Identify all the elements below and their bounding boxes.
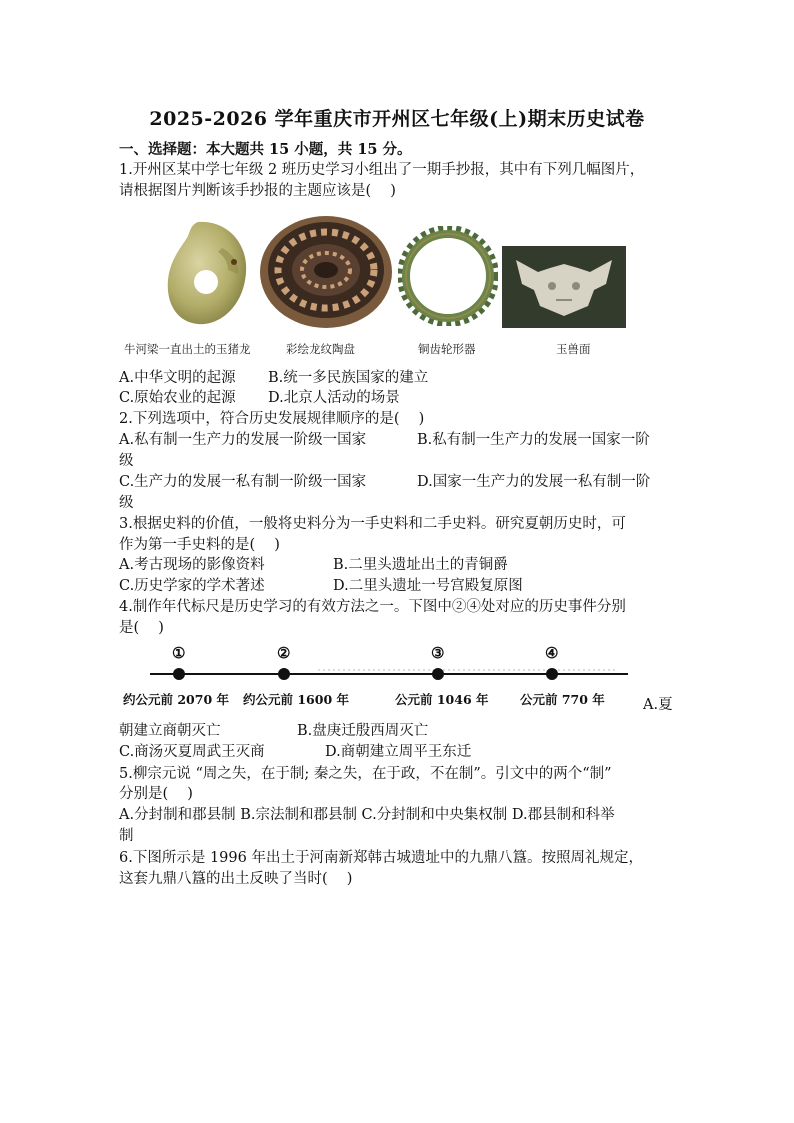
- timeline-mark-3: ③: [431, 644, 445, 662]
- q2-option-b: B.私有制一生产力的发展一国家一阶: [417, 432, 650, 448]
- q1-option-b: B.统一多民族国家的建立: [268, 370, 429, 386]
- timeline-label: 约公元前 1600 年: [243, 692, 349, 707]
- jade-pig-dragon-image: [158, 214, 254, 330]
- jade-beast-mask-image: [502, 246, 626, 328]
- q3-option-a: A.考古现场的影像资料: [119, 557, 265, 573]
- q1-stem-line2: 请根据图片判断该手抄报的主题应该是( ): [119, 183, 396, 199]
- image-caption: 彩绘龙纹陶盘: [286, 342, 355, 356]
- q2-option-c: C.生产力的发展一私有制一阶级一国家: [119, 474, 367, 490]
- image-caption: 牛河梁一直出土的玉猪龙: [124, 342, 251, 356]
- q5-options: A.分封制和郡县制 B.宗法制和郡县制 C.分封制和中央集权制 D.郡县制和科举: [119, 807, 615, 823]
- page-title: 2025-2026 学年重庆市开州区七年级(上)期末历史试卷: [149, 108, 645, 130]
- q2-option-b-cont: 级: [119, 453, 134, 469]
- q4-option-d: D.商朝建立周平王东迁: [325, 744, 472, 760]
- q4-option-a: 朝建立商朝灭亡: [119, 723, 221, 739]
- q1-stem-line1: 1.开州区某中学七年级 2 班历史学习小组出了一期手抄报，其中有下列几幅图片，: [119, 162, 645, 178]
- image-caption: 玉兽面: [556, 342, 591, 356]
- q4-stem-line2: 是( ): [119, 620, 164, 636]
- bronze-gear-ring-image: [398, 226, 498, 326]
- q4-option-c: C.商汤灭夏周武王灭商: [119, 744, 265, 760]
- q2-option-a: A.私有制一生产力的发展一阶级一国家: [119, 432, 367, 448]
- timeline-mark-4: ④: [545, 644, 559, 662]
- q4-option-b: B.盘庚迁殷西周灭亡: [297, 723, 429, 739]
- q5-options-cont: 制: [119, 828, 134, 844]
- q4-stem-line1: 4.制作年代标尺是历史学习的有效方法之一。下图中②④处对应的历史事件分别: [119, 599, 626, 615]
- q2-stem: 2.下列选项中，符合历史发展规律顺序的是( ): [119, 411, 425, 427]
- q6-stem-line1: 6.下图所示是 1996 年出土于河南新郑韩古城遗址中的九鼎八簋。按照周礼规定，: [119, 850, 643, 866]
- timeline-mark-2: ②: [277, 644, 291, 662]
- section-heading: 一、选择题：本大题共 15 小题，共 15 分。: [119, 141, 412, 158]
- painted-dragon-plate-image: [258, 212, 394, 330]
- q3-option-c: C.历史学家的学术著述: [119, 578, 265, 594]
- q3-stem-line2: 作为第一手史料的是( ): [119, 537, 280, 553]
- q5-stem-line2: 分别是( ): [119, 786, 193, 802]
- q1-option-c: C.原始农业的起源: [119, 390, 236, 406]
- q3-option-b: B.二里头遗址出土的青铜爵: [333, 557, 508, 573]
- q3-stem-line1: 3.根据史料的价值，一般将史料分为一手史料和二手史料。研究夏朝历史时，可: [119, 516, 626, 532]
- q4-option-a-head: A.夏: [643, 697, 673, 713]
- q1-option-a: A.中华文明的起源: [119, 370, 236, 386]
- timeline-mark-1: ①: [172, 644, 186, 662]
- q5-stem-line1: 5.柳宗元说 “周之失，在于制; 秦之失，在于政，不在制”。引文中的两个“制”: [119, 766, 612, 782]
- q1-option-d: D.北京人活动的场景: [268, 390, 400, 406]
- q6-stem-line2: 这套九鼎八簋的出土反映了当时( ): [119, 871, 353, 887]
- q2-option-d-cont: 级: [119, 495, 134, 511]
- timeline-label: 公元前 770 年: [520, 692, 605, 707]
- q2-option-d: D.国家一生产力的发展一私有制一阶: [417, 474, 651, 490]
- timeline-label: 公元前 1046 年: [395, 692, 489, 707]
- q3-option-d: D.二里头遗址一号宫殿复原图: [333, 578, 523, 594]
- image-caption: 铜齿轮形器: [418, 342, 476, 356]
- timeline-label: 约公元前 2070 年: [123, 692, 229, 707]
